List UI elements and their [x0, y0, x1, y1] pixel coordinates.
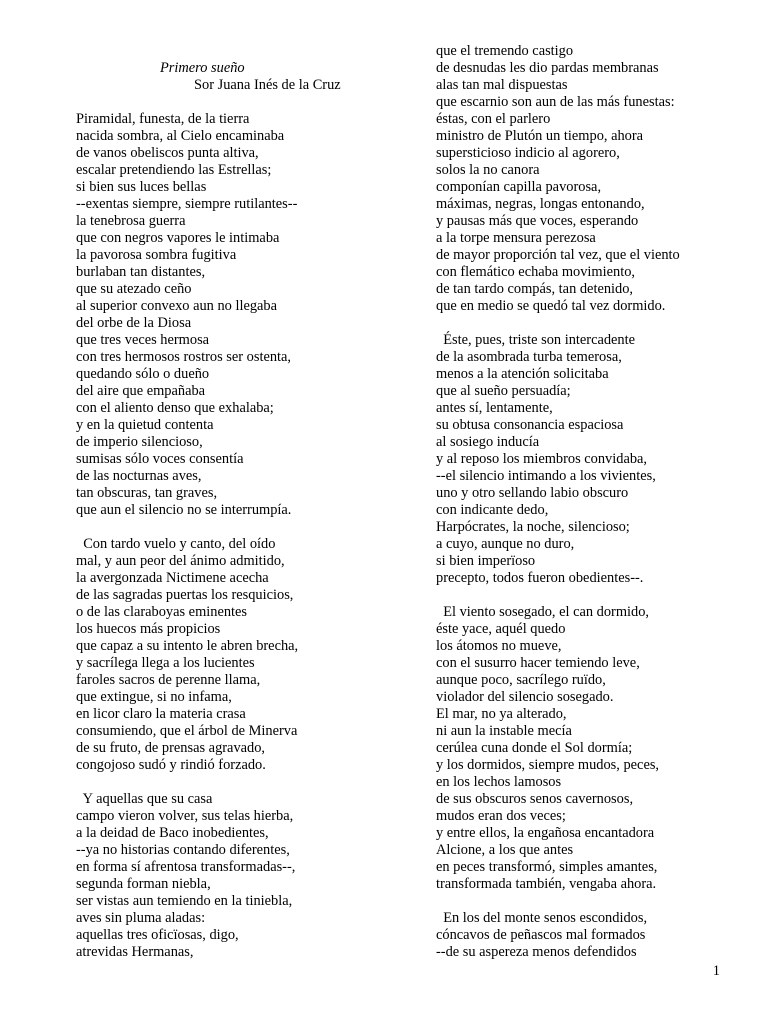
verse-line: con indicante dedo,	[436, 502, 549, 518]
verse-line: que capaz a su intento le abren brecha,	[76, 638, 299, 654]
verse-line: Piramidal, funesta, de la tierra	[76, 111, 250, 127]
verse-line: de imperio silencioso,	[76, 434, 203, 450]
verse-line: de las sagradas puertas los resquicios,	[76, 587, 294, 603]
verse-line: de su fruto, de prensas agravado,	[76, 740, 266, 756]
verse-line: que con negros vapores le intimaba	[76, 230, 280, 246]
verse-line: y al reposo los miembros convidaba,	[436, 451, 648, 467]
verse-line: --de su aspereza menos defendidos	[436, 944, 637, 960]
verse-line: que el tremendo castigo	[436, 43, 574, 59]
verse-line: consumiendo, que el árbol de Minerva	[76, 723, 298, 739]
verse-line: con flemático echaba movimiento,	[436, 264, 635, 280]
verse-line: de vanos obeliscos punta altiva,	[76, 145, 259, 161]
verse-line: quedando sólo o dueño	[76, 366, 210, 382]
verse-line: de desnudas les dio pardas membranas	[436, 60, 659, 76]
verse-line: Éste, pues, triste son intercadente	[436, 332, 636, 348]
verse-line: componían capilla pavorosa,	[436, 179, 602, 195]
verse-line: máximas, negras, longas entonando,	[436, 196, 645, 212]
verse-line: al superior convexo aun no llegaba	[76, 298, 277, 314]
verse-line: la tenebrosa guerra	[76, 213, 186, 229]
verse-line: que tres veces hermosa	[76, 332, 210, 348]
verse-line: Alcione, a los que antes	[436, 842, 574, 858]
verse-line: ser vistas aun temiendo en la tiniebla,	[76, 893, 293, 909]
verse-line: --ya no historias contando diferentes,	[76, 842, 290, 858]
verse-line: éste yace, aquél quedo	[436, 621, 566, 637]
verse-line: violador del silencio sosegado.	[436, 689, 614, 705]
page-number: 1	[712, 963, 720, 979]
verse-line: nacida sombra, al Cielo encaminaba	[76, 128, 285, 144]
verse-line: solos la no canora	[436, 162, 540, 178]
verse-line: que en medio se quedó tal vez dormido.	[436, 298, 666, 314]
verse-line: la pavorosa sombra fugitiva	[76, 247, 237, 263]
spacer	[76, 774, 416, 791]
spacer	[76, 94, 416, 111]
verse-line: aunque poco, sacrílego ruïdo,	[436, 672, 606, 688]
verse-line: en peces transformó, simples amantes,	[436, 859, 658, 875]
verse-line: aquellas tres oficïosas, digo,	[76, 927, 239, 943]
verse-line: éstas, con el parlero	[436, 111, 551, 127]
verse-line: que escarnio son aun de las más funestas:	[436, 94, 675, 110]
verse-line: su obtusa consonancia espaciosa	[436, 417, 624, 433]
verse-line: ministro de Plutón un tiempo, ahora	[436, 128, 644, 144]
verse-line: del aire que empañaba	[76, 383, 206, 399]
verse-line: en los lechos lamosos	[436, 774, 562, 790]
verse-line: segunda forman niebla,	[76, 876, 211, 892]
stanza	[76, 791, 416, 961]
stanza	[436, 910, 756, 961]
verse-line: faroles sacros de perenne llama,	[76, 672, 261, 688]
verse-line: de las nocturnas aves,	[76, 468, 202, 484]
verse-line: a la torpe mensura perezosa	[436, 230, 596, 246]
stanza	[436, 604, 756, 893]
verse-line: y los dormidos, siempre mudos, peces,	[436, 757, 660, 773]
verse-line: tan obscuras, tan graves,	[76, 485, 218, 501]
stanza	[436, 43, 756, 315]
verse-line: Harpócrates, la noche, silencioso;	[436, 519, 630, 535]
verse-line: El mar, no ya alterado,	[436, 706, 567, 722]
stanza	[76, 536, 416, 774]
verse-line: al sosiego inducía	[436, 434, 540, 450]
verse-line: burlaban tan distantes,	[76, 264, 206, 280]
verse-line: congojoso sudó y rindió forzado.	[76, 757, 266, 773]
spacer	[436, 587, 756, 604]
spacer	[76, 519, 416, 536]
verse-line: --el silencio intimando a los vivientes,	[436, 468, 656, 484]
verse-line: precepto, todos fueron obedientes--.	[436, 570, 644, 586]
stanza	[436, 332, 756, 587]
verse-line: si bien sus luces bellas	[76, 179, 207, 195]
poem-title: Primero sueño	[160, 60, 245, 76]
verse-line: mal, y aun peor del ánimo admitido,	[76, 553, 285, 569]
verse-line: transformada también, vengaba ahora.	[436, 876, 657, 892]
verse-line: alas tan mal dispuestas	[436, 77, 568, 93]
verse-line: aves sin pluma aladas:	[76, 910, 206, 926]
verse-line: atrevidas Hermanas,	[76, 944, 194, 960]
verse-line: y entre ellos, la engañosa encantadora	[436, 825, 655, 841]
spacer	[436, 315, 756, 332]
verse-line: de tan tardo compás, tan detenido,	[436, 281, 634, 297]
left-column	[76, 43, 416, 961]
verse-line: con el susurro hacer temiendo leve,	[436, 655, 640, 671]
verse-line: y pausas más que voces, esperando	[436, 213, 639, 229]
verse-line: El viento sosegado, el can dormido,	[436, 604, 650, 620]
right-column	[436, 43, 756, 961]
verse-line: --exentas siempre, siempre rutilantes--	[76, 196, 298, 212]
verse-line: que su atezado ceño	[76, 281, 192, 297]
verse-line: Con tardo vuelo y canto, del oído	[76, 536, 276, 552]
verse-line: y en la quietud contenta	[76, 417, 214, 433]
verse-line: que aun el silencio no se interrumpía.	[76, 502, 292, 518]
verse-line: sumisas sólo voces consentía	[76, 451, 244, 467]
verse-line: mudos eran dos veces;	[436, 808, 566, 824]
verse-line: a cuyo, aunque no duro,	[436, 536, 575, 552]
verse-line: y sacrílega llega a los lucientes	[76, 655, 255, 671]
verse-line: escalar pretendiendo las Estrellas;	[76, 162, 272, 178]
spacer	[436, 893, 756, 910]
verse-line: con tres hermosos rostros ser ostenta,	[76, 349, 292, 365]
verse-line: menos a la atención solicitaba	[436, 366, 609, 382]
stanza	[76, 111, 416, 519]
verse-line: o de las claraboyas eminentes	[76, 604, 248, 620]
verse-line: si bien imperïoso	[436, 553, 536, 569]
verse-line: de la asombrada turba temerosa,	[436, 349, 622, 365]
verse-line: campo vieron volver, sus telas hierba,	[76, 808, 294, 824]
poem-author: Sor Juana Inés de la Cruz	[194, 77, 341, 93]
verse-line: con el aliento denso que exhalaba;	[76, 400, 274, 416]
verse-line: En los del monte senos escondidos,	[436, 910, 648, 926]
verse-line: del orbe de la Diosa	[76, 315, 192, 331]
spacer	[76, 43, 416, 60]
verse-line: en licor claro la materia crasa	[76, 706, 246, 722]
verse-line: supersticioso indicio al agorero,	[436, 145, 620, 161]
verse-line: en forma sí afrentosa transformadas--,	[76, 859, 296, 875]
verse-line: de sus obscuros senos cavernosos,	[436, 791, 634, 807]
verse-line: ni aun la instable mecía	[436, 723, 572, 739]
verse-line: antes sí, lentamente,	[436, 400, 553, 416]
verse-line: la avergonzada Nictimene acecha	[76, 570, 269, 586]
verse-line: cóncavos de peñascos mal formados	[436, 927, 646, 943]
verse-line: los átomos no mueve,	[436, 638, 562, 654]
verse-line: los huecos más propicios	[76, 621, 221, 637]
verse-line: uno y otro sellando labio obscuro	[436, 485, 629, 501]
verse-line: que extingue, si no infama,	[76, 689, 232, 705]
verse-line: cerúlea cuna donde el Sol dormía;	[436, 740, 633, 756]
verse-line: Y aquellas que su casa	[76, 791, 213, 807]
verse-line: de mayor proporción tal vez, que el viento	[436, 247, 680, 263]
verse-line: que al sueño persuadía;	[436, 383, 571, 399]
verse-line: a la deidad de Baco inobedientes,	[76, 825, 269, 841]
